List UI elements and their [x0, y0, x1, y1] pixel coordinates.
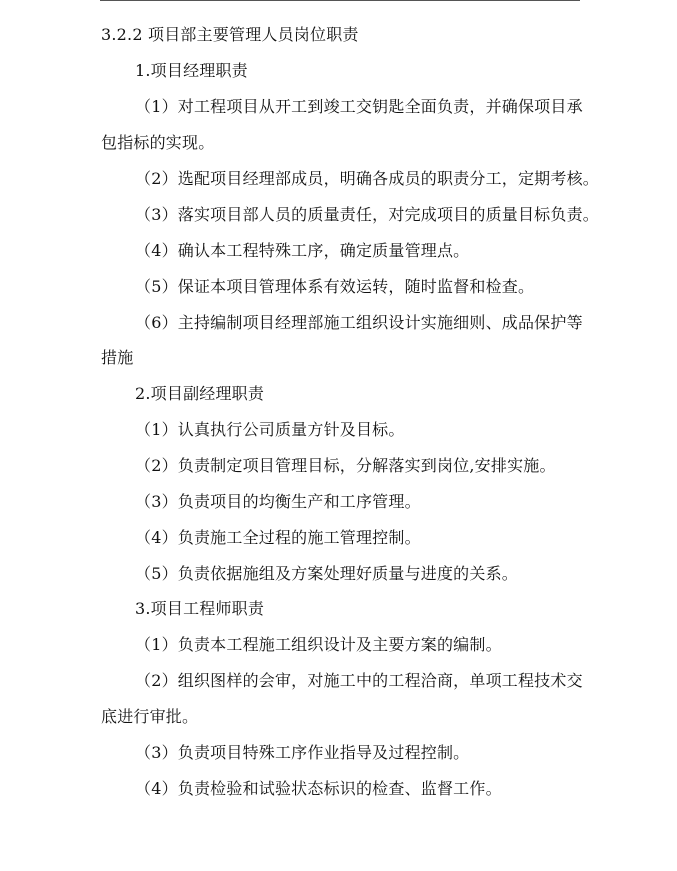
paragraph-line: （5）负责依据施组及方案处理好质量与进度的关系。 — [135, 564, 518, 583]
paragraph-line: （3）负责项目特殊工序作业指导及过程控制。 — [135, 743, 470, 762]
paragraph-line: （3）落实项目部人员的质量责任，对完成项目的质量目标负责。 — [135, 205, 599, 224]
paragraph-continuation: 底进行审批。 — [101, 707, 199, 726]
header-rule — [100, 0, 580, 1]
heading-project-manager: 1.项目经理职责 — [135, 61, 248, 80]
paragraph-line: （4）负责检验和试验状态标识的检查、监督工作。 — [135, 779, 502, 798]
paragraph-line: （2）负责制定项目管理目标，分解落实到岗位,安排实施。 — [135, 456, 556, 475]
paragraph-line: （1）负责本工程施工组织设计及主要方案的编制。 — [135, 635, 502, 654]
section-title: 3.2.2 项目部主要管理人员岗位职责 — [101, 25, 359, 44]
heading-deputy-manager: 2.项目副经理职责 — [135, 384, 265, 403]
paragraph-line: （4）负责施工全过程的施工管理控制。 — [135, 528, 421, 547]
paragraph-line: （2）组织图样的会审，对施工中的工程洽商，单项工程技术交 — [135, 671, 583, 690]
paragraph-line: （6）主持编制项目经理部施工组织设计实施细则、成品保护等 — [135, 313, 583, 332]
heading-project-engineer: 3.项目工程师职责 — [135, 599, 265, 618]
paragraph-line: （4）确认本工程特殊工序，确定质量管理点。 — [135, 241, 470, 260]
paragraph-continuation: 包指标的实现。 — [101, 133, 215, 152]
paragraph-line: （1）认真执行公司质量方针及目标。 — [135, 420, 405, 439]
paragraph-continuation: 措施 — [101, 348, 134, 367]
paragraph-line: （5）保证本项目管理体系有效运转，随时监督和检查。 — [135, 277, 535, 296]
paragraph-line: （3）负责项目的均衡生产和工序管理。 — [135, 492, 421, 511]
paragraph-line: （2）选配项目经理部成员，明确各成员的职责分工，定期考核。 — [135, 169, 599, 188]
paragraph-line: （1）对工程项目从开工到竣工交钥匙全面负责，并确保项目承 — [135, 97, 583, 116]
